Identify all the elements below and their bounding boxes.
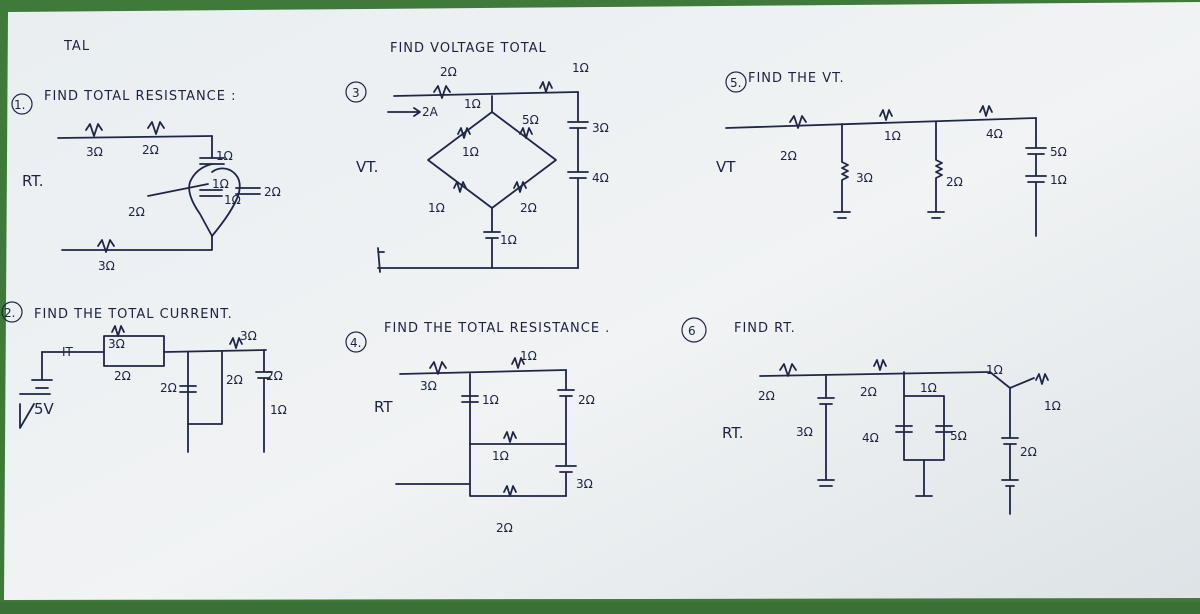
problem-4-rt-label: RT: [374, 398, 393, 416]
resistor-value-label: 2Ω: [160, 381, 177, 395]
problem-5-vt-label: VT: [716, 158, 736, 176]
resistor-value-label: 3Ω: [856, 171, 873, 185]
problem-6-number: 6: [688, 324, 696, 338]
resistor-value-label: 5Ω: [522, 113, 539, 127]
resistor-value-label: 1Ω: [1050, 173, 1067, 187]
resistor-value-label: 4Ω: [862, 431, 879, 445]
corner-text: TAL: [64, 39, 91, 54]
resistor-value-label: 2Ω: [860, 385, 877, 399]
resistor-value-label: 3Ω: [108, 337, 125, 351]
resistor-value-label: 2Ω: [128, 205, 145, 219]
resistor-value-label: 3Ω: [576, 477, 593, 491]
problem-1-heading: FIND TOTAL RESISTANCE :: [44, 89, 237, 104]
problem-6-rt-label: RT.: [722, 424, 744, 442]
problem-4-number: 4.: [350, 336, 362, 350]
resistor-value-label: 4Ω: [592, 171, 609, 185]
resistor-value-label: 1Ω: [884, 129, 901, 143]
problem-4-heading: FIND THE TOTAL RESISTANCE .: [384, 321, 611, 336]
resistor-value-label: 1Ω: [492, 449, 509, 463]
resistor-value-label: 3Ω: [796, 425, 813, 439]
problem-2-number: 2.: [4, 306, 16, 320]
resistor-value-label: 2Ω: [946, 175, 963, 189]
resistor-value-label: 5Ω: [950, 429, 967, 443]
problem-1-rt-label: RT.: [22, 172, 44, 190]
resistor-value-label: 2Ω: [578, 393, 595, 407]
resistor-value-label: 2Ω: [780, 149, 797, 163]
resistor-value-label: 2Ω: [266, 369, 283, 383]
resistor-value-label: 1Ω: [482, 393, 499, 407]
resistor-value-label: 1Ω: [462, 145, 479, 159]
problem-2-heading: FIND THE TOTAL CURRENT.: [34, 307, 233, 322]
resistor-value-label: 2Ω: [1020, 445, 1037, 459]
problem-2-current: IT: [62, 345, 73, 359]
resistor-value-label: 1Ω: [216, 149, 233, 163]
resistor-value-label: 2Ω: [758, 389, 775, 403]
resistor-value-label: 3Ω: [592, 121, 609, 135]
resistor-value-label: 2Ω: [226, 373, 243, 387]
resistor-value-label: 2Ω: [114, 369, 131, 383]
resistor-value-label: 2Ω: [496, 521, 513, 535]
problem-5-heading: FIND THE VT.: [748, 71, 845, 86]
resistor-value-label: 2Ω: [440, 65, 457, 79]
resistor-value-label: 1Ω: [428, 201, 445, 215]
resistor-value-label: 1Ω: [464, 97, 481, 111]
problem-3-source: 2A: [422, 105, 438, 119]
resistor-value-label: 2Ω: [142, 143, 159, 157]
resistor-value-label: 2Ω: [264, 185, 281, 199]
problem-2-source: 5V: [34, 400, 54, 418]
resistor-value-label: 2Ω: [520, 201, 537, 215]
resistor-value-label: 1Ω: [986, 363, 1003, 377]
problem-5-number: 5.: [730, 76, 742, 90]
resistor-value-label: 1Ω: [572, 61, 589, 75]
resistor-value-label: 1Ω: [520, 349, 537, 363]
problem-3-number: 3: [352, 86, 360, 100]
resistor-value-label: 5Ω: [1050, 145, 1067, 159]
problem-3-heading: FIND VOLTAGE TOTAL: [390, 41, 547, 56]
resistor-value-label: 1Ω: [920, 381, 937, 395]
resistor-value-label: 4Ω: [986, 127, 1003, 141]
resistor-value-label: 1Ω: [270, 403, 287, 417]
resistor-value-label: 1Ω: [500, 233, 517, 247]
resistor-value-label: 3Ω: [98, 259, 115, 273]
resistor-value-label: 1Ω: [224, 193, 241, 207]
problem-1-number: 1.: [14, 98, 26, 112]
resistor-value-label: 3Ω: [86, 145, 103, 159]
resistor-value-label: 3Ω: [420, 379, 437, 393]
problem-3-vt-label: VT.: [356, 158, 379, 176]
resistor-value-label: 3Ω: [240, 329, 257, 343]
resistor-value-label: 1Ω: [1044, 399, 1061, 413]
problem-6-heading: FIND RT.: [734, 321, 796, 336]
resistor-value-label: 1Ω: [212, 177, 229, 191]
